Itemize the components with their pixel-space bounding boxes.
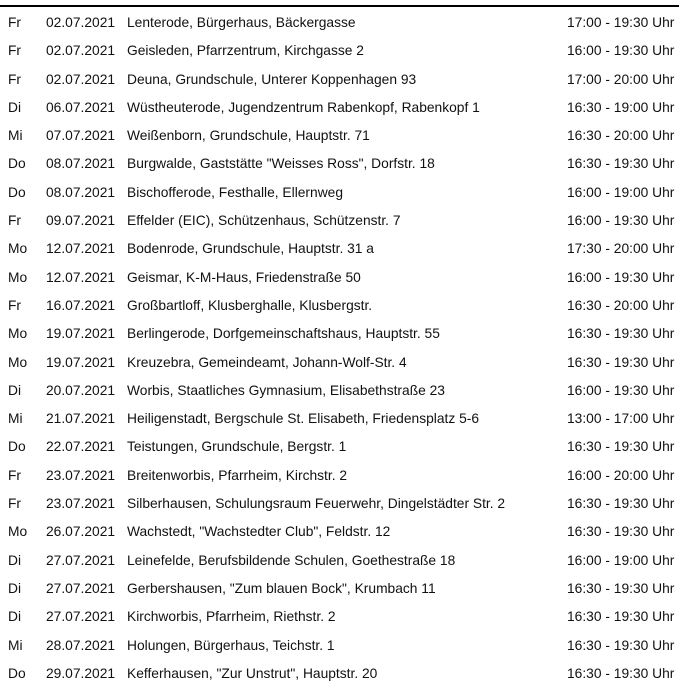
row-weekday: Fr: [8, 213, 22, 229]
row-date: 19.07.2021: [46, 326, 116, 342]
row-weekday: Di: [8, 609, 22, 625]
row-weekday: Di: [8, 552, 22, 568]
schedule-row: [0, 660, 689, 688]
schedule-row: [0, 37, 689, 65]
schedule-row: [0, 405, 689, 433]
row-weekday: Fr: [8, 15, 22, 30]
row-time-range: 16:00 - 19:00 Uhr: [567, 184, 675, 200]
row-time-range: 16:30 - 19:30 Uhr: [567, 665, 675, 681]
row-weekday: Mi: [8, 128, 23, 144]
row-date: 26.07.2021: [46, 524, 116, 540]
row-time-range: 17:30 - 20:00 Uhr: [567, 241, 675, 257]
row-location: Leinefelde, Berufsbildende Schulen, Goethestraße 18: [127, 552, 456, 568]
row-time-range: 17:00 - 19:30 Uhr: [567, 15, 675, 30]
row-time-range: 16:00 - 19:30 Uhr: [567, 43, 675, 59]
row-date: 12.07.2021: [46, 241, 116, 257]
row-location: Heiligenstadt, Bergschule St. Elisabeth, Friedensplatz 5-6: [127, 411, 480, 427]
row-date: 08.07.2021: [46, 156, 116, 172]
row-time-range: 17:00 - 20:00 Uhr: [567, 71, 675, 87]
row-weekday: Mo: [8, 269, 28, 285]
row-time-range: 16:30 - 19:30 Uhr: [567, 496, 675, 512]
row-location: Silberhausen, Schulungsraum Feuerwehr, Dingelstädter Str. 2: [127, 496, 506, 512]
row-date: 02.07.2021: [46, 15, 116, 30]
row-date: 16.07.2021: [46, 297, 116, 313]
row-weekday: Do: [8, 665, 26, 681]
row-weekday: Do: [8, 439, 26, 455]
row-location: Holungen, Bürgerhaus, Teichstr. 1: [127, 637, 335, 653]
schedule-row: [0, 179, 689, 207]
row-weekday: Mo: [8, 354, 28, 370]
schedule-row: [0, 575, 689, 603]
row-weekday: Do: [8, 184, 26, 200]
row-location: Wachstedt, "Wachstedter Club", Feldstr. 12: [127, 524, 391, 540]
schedule-row: [0, 547, 689, 575]
schedule-row: [0, 292, 689, 320]
row-date: 22.07.2021: [46, 439, 116, 455]
row-location: Teistungen, Grundschule, Bergstr. 1: [127, 439, 347, 455]
row-date: 07.07.2021: [46, 128, 116, 144]
row-location: Weißenborn, Grundschule, Hauptstr. 71: [127, 128, 370, 144]
row-weekday: Mi: [8, 637, 23, 653]
row-time-range: 16:00 - 19:30 Uhr: [567, 382, 675, 398]
schedule-row: [0, 433, 689, 461]
row-weekday: Mo: [8, 326, 28, 342]
row-date: 23.07.2021: [46, 467, 116, 483]
row-time-range: 16:00 - 20:00 Uhr: [567, 467, 675, 483]
row-time-range: 16:30 - 19:30 Uhr: [567, 524, 675, 540]
row-time-range: 16:30 - 19:30 Uhr: [567, 580, 675, 596]
schedule-row: [0, 122, 689, 150]
schedule-row: [0, 518, 689, 546]
row-date: 02.07.2021: [46, 43, 116, 59]
row-location: Bischofferode, Festhalle, Ellernweg: [127, 184, 344, 200]
row-location: Effelder (EIC), Schützenhaus, Schützenstr. 7: [127, 213, 401, 229]
row-time-range: 16:00 - 19:00 Uhr: [567, 552, 675, 568]
row-weekday: Fr: [8, 467, 22, 483]
row-weekday: Fr: [8, 71, 22, 87]
row-time-range: 16:30 - 19:30 Uhr: [567, 156, 675, 172]
row-location: Deuna, Grundschule, Unterer Koppenhagen 93: [127, 71, 417, 87]
row-location: Geismar, K-M-Haus, Friedenstraße 50: [127, 269, 361, 285]
row-weekday: Mo: [8, 524, 28, 540]
row-location: Großbartloff, Klusberghalle, Klusbergstr.: [127, 297, 373, 313]
row-location: Breitenworbis, Pfarrheim, Kirchstr. 2: [127, 467, 348, 483]
row-date: 02.07.2021: [46, 71, 116, 87]
row-time-range: 16:30 - 19:00 Uhr: [567, 99, 675, 115]
row-time-range: 16:00 - 19:30 Uhr: [567, 269, 675, 285]
row-date: 08.07.2021: [46, 184, 116, 200]
row-date: 29.07.2021: [46, 665, 116, 681]
row-date: 20.07.2021: [46, 382, 116, 398]
row-time-range: 16:30 - 19:30 Uhr: [567, 439, 675, 455]
schedule-row: [0, 377, 689, 405]
row-weekday: Di: [8, 99, 22, 115]
row-time-range: 16:30 - 20:00 Uhr: [567, 297, 675, 313]
schedule-row: [0, 349, 689, 377]
row-time-range: 16:30 - 20:00 Uhr: [567, 128, 675, 144]
row-time-range: 16:30 - 19:30 Uhr: [567, 637, 675, 653]
row-weekday: Fr: [8, 43, 22, 59]
row-date: 12.07.2021: [46, 269, 116, 285]
schedule-row: [0, 603, 689, 631]
schedule-row: [0, 66, 689, 94]
row-date: 09.07.2021: [46, 213, 116, 229]
row-date: 27.07.2021: [46, 609, 116, 625]
row-date: 27.07.2021: [46, 580, 116, 596]
row-weekday: Di: [8, 382, 22, 398]
schedule-row: [0, 150, 689, 178]
row-location: Wüstheuterode, Jugendzentrum Rabenkopf, Rabenkopf 1: [127, 99, 480, 115]
row-location: Kirchworbis, Pfarrheim, Riethstr. 2: [127, 609, 336, 625]
schedule-row: [0, 490, 689, 518]
schedule-row: [0, 235, 689, 263]
row-weekday: Mi: [8, 411, 23, 427]
row-weekday: Mo: [8, 241, 28, 257]
row-location: Lenterode, Bürgerhaus, Bäckergasse: [127, 15, 356, 30]
row-location: Berlingerode, Dorfgemeinschaftshaus, Hauptstr. 55: [127, 326, 440, 342]
row-time-range: 16:30 - 19:30 Uhr: [567, 609, 675, 625]
row-time-range: 16:30 - 19:30 Uhr: [567, 326, 675, 342]
schedule-row: [0, 632, 689, 660]
schedule-row: [0, 264, 689, 292]
schedule-list: [0, 9, 689, 688]
row-time-range: 16:00 - 19:30 Uhr: [567, 213, 675, 229]
row-weekday: Fr: [8, 297, 22, 313]
row-location: Kreuzebra, Gemeindeamt, Johann-Wolf-Str. 4: [127, 354, 407, 370]
row-weekday: Do: [8, 156, 26, 172]
row-time-range: 13:00 - 17:00 Uhr: [567, 411, 675, 427]
row-date: 28.07.2021: [46, 637, 116, 653]
row-location: Kefferhausen, "Zur Unstrut", Hauptstr. 20: [127, 665, 378, 681]
row-date: 27.07.2021: [46, 552, 116, 568]
row-weekday: Di: [8, 580, 22, 596]
schedule-row: [0, 9, 689, 37]
top-rule: [0, 5, 679, 7]
row-date: 06.07.2021: [46, 99, 116, 115]
row-location: Bodenrode, Grundschule, Hauptstr. 31 a: [127, 241, 374, 257]
row-location: Worbis, Staatliches Gymnasium, Elisabethstraße 23: [127, 382, 445, 398]
row-location: Burgwalde, Gaststätte "Weisses Ross", Dorfstr. 18: [127, 156, 435, 172]
schedule-row: [0, 462, 689, 490]
row-date: 23.07.2021: [46, 496, 116, 512]
schedule-row: [0, 320, 689, 348]
row-date: 19.07.2021: [46, 354, 116, 370]
schedule-row: [0, 94, 689, 122]
row-time-range: 16:30 - 19:30 Uhr: [567, 354, 675, 370]
row-location: Gerbershausen, "Zum blauen Bock", Krumbach 11: [127, 580, 436, 596]
row-location: Geisleden, Pfarrzentrum, Kirchgasse 2: [127, 43, 364, 59]
row-date: 21.07.2021: [46, 411, 116, 427]
row-weekday: Fr: [8, 496, 22, 512]
schedule-row: [0, 207, 689, 235]
